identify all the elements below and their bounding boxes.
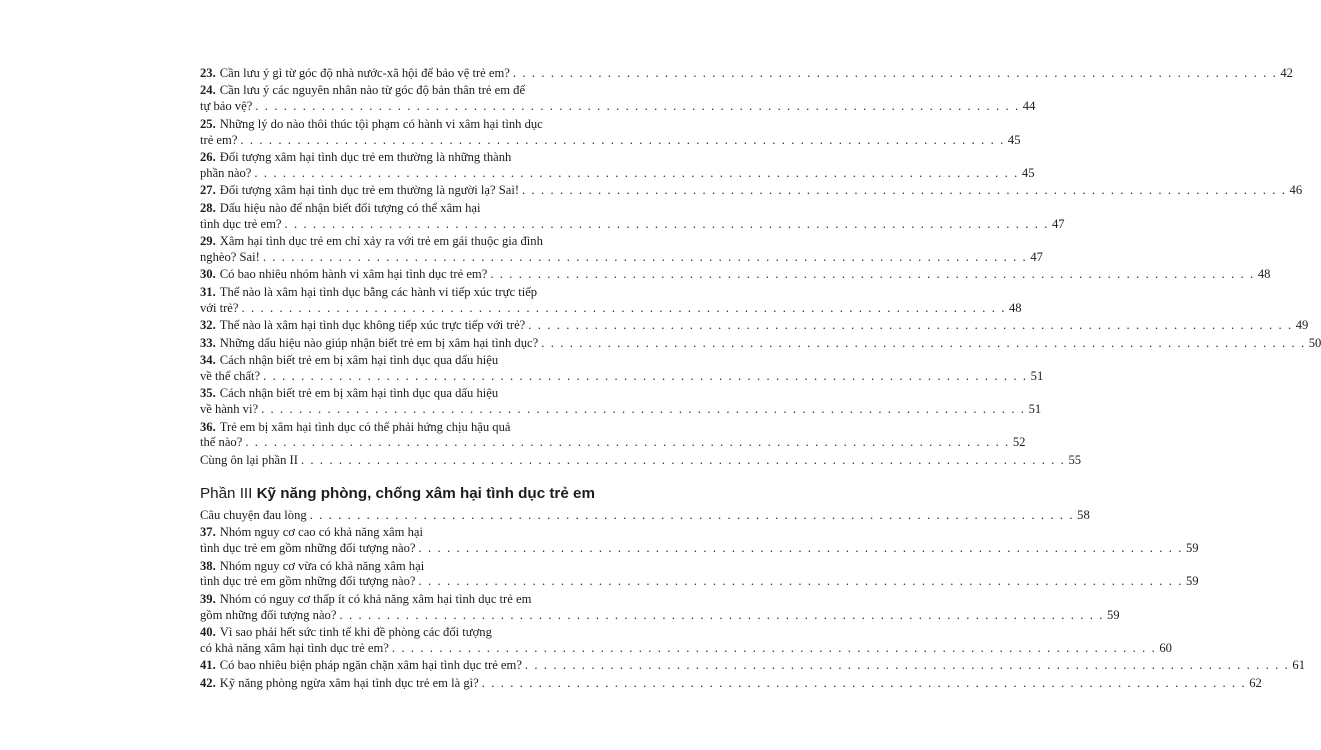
toc-entry-title: Cách nhận biết trẻ em bị xâm hại tình dục qua dấu hiệu <box>219 353 499 368</box>
toc-entry <box>200 419 1026 452</box>
table-of-contents <box>200 66 1321 693</box>
toc-entry-number: 40. <box>200 625 216 640</box>
toc-entry-number: 31. <box>200 284 216 299</box>
toc-entry-line <box>200 335 1321 352</box>
toc-entry-number: 23. <box>200 66 216 80</box>
toc-entry-title: Dấu hiệu nào để nhận biết đối tượng có thể xâm hại <box>219 200 481 215</box>
toc-entry-line <box>200 625 556 641</box>
dot-leader <box>525 658 1290 674</box>
toc-entry-line <box>200 574 1199 590</box>
toc-entry <box>200 284 1022 317</box>
toc-entry-page-number: 51 <box>1030 368 1044 383</box>
toc-entry-page-number: 61 <box>1292 658 1306 673</box>
part-3-heading <box>200 484 595 503</box>
toc-entry-title: Những lý do nào thôi thúc tội phạm có hành vi xâm hại tình dục <box>219 116 543 131</box>
toc-entry-page-number: 60 <box>1159 640 1172 655</box>
toc-entry-title: Nhóm có nguy cơ thấp ít có khả năng xâm hại tình dục trẻ em <box>219 591 532 606</box>
toc-entry-page-number: 44 <box>1022 99 1036 114</box>
toc-entry-title: tình dục trẻ em? <box>200 216 282 231</box>
toc-entry-page-number: 45 <box>1021 165 1035 180</box>
toc-entry-page-number: 62 <box>1249 675 1262 690</box>
toc-entry-line <box>200 386 556 402</box>
toc-entry <box>200 335 1321 352</box>
toc-entry <box>200 200 1065 233</box>
toc-entry <box>200 183 1303 199</box>
toc-entry-line <box>200 117 556 133</box>
toc-entry-title: với trẻ? <box>200 300 239 315</box>
toc-entry <box>200 386 1042 418</box>
dot-leader <box>263 369 1028 385</box>
dot-leader <box>263 250 1028 266</box>
toc-entry-number: 25. <box>200 116 216 131</box>
toc-entry-page-number: 59 <box>1185 541 1199 556</box>
toc-entry-title: Cần lưu ý các nguyên nhân nào từ góc độ bản thân trẻ em để <box>219 83 526 98</box>
toc-entry-line <box>200 607 1120 624</box>
toc-entry-page-number: 50 <box>1308 335 1321 350</box>
toc-entry-line <box>200 165 1035 182</box>
toc-entry-page-number: 51 <box>1028 402 1042 417</box>
toc-entry-title: Cách nhận biết trẻ em bị xâm hại tình dục qua dấu hiệu <box>219 386 499 401</box>
dot-leader <box>261 402 1026 418</box>
toc-entry-line <box>200 507 1090 524</box>
toc-entry-line <box>200 83 556 99</box>
toc-entry-number: 32. <box>200 318 216 333</box>
toc-entry <box>200 675 1262 692</box>
toc-entry-title: tình dục trẻ em gồm những đối tượng nào? <box>200 574 416 589</box>
toc-entry <box>200 66 1293 82</box>
toc-entry-line <box>200 675 1262 692</box>
toc-entry-page-number: 59 <box>1185 574 1199 589</box>
toc-entry-line <box>200 640 1172 657</box>
toc-entry-page-number: 49 <box>1295 318 1309 333</box>
toc-entry <box>200 525 1199 557</box>
toc-entry-line <box>200 402 1042 418</box>
toc-entry-number: 27. <box>200 183 216 198</box>
toc-entry-line <box>200 99 1036 115</box>
toc-entry <box>200 353 1044 385</box>
toc-entry-line <box>200 300 1022 317</box>
toc-entry-title: Cùng ôn lại phần II <box>200 452 298 467</box>
dot-leader <box>240 133 1005 149</box>
toc-entry-number: 38. <box>200 558 216 573</box>
dot-leader <box>339 608 1104 624</box>
toc-entry-page-number: 58 <box>1077 507 1090 522</box>
toc-entry-title: Những dấu hiệu nào giúp nhận biết trẻ em bị xâm hại tình dục? <box>219 335 539 350</box>
part-3-title: Kỹ năng phòng, chống xâm hại tình dục trẻ em <box>256 484 595 502</box>
toc-entry-title: Cần lưu ý gì từ góc độ nhà nước-xã hội để bảo vệ trẻ em? <box>219 66 510 80</box>
dot-leader <box>513 66 1278 82</box>
toc-entry <box>200 625 1172 657</box>
dot-leader <box>301 453 1066 469</box>
dot-leader <box>418 541 1183 557</box>
toc-entry-number: 24. <box>200 83 216 98</box>
toc-entry-line <box>200 592 556 608</box>
toc-entry-title: Trẻ em bị xâm hại tình dục có thể phải hứng chịu hậu quả <box>219 419 511 434</box>
dot-leader <box>528 318 1293 334</box>
toc-entry-title: Thế nào là xâm hại tình dục bằng các hành vi tiếp xúc trực tiếp <box>219 284 538 299</box>
dot-leader <box>241 301 1006 317</box>
toc-entry-page-number: 47 <box>1051 216 1065 231</box>
toc-entry <box>200 558 1199 591</box>
dot-leader <box>522 183 1287 199</box>
toc-entry-number: 29. <box>200 234 216 249</box>
dot-leader <box>310 508 1075 524</box>
toc-entry <box>200 318 1309 334</box>
toc-entry <box>200 507 1090 524</box>
toc-entry-number: 30. <box>200 267 216 282</box>
toc-section-part-3 <box>200 507 1306 692</box>
toc-entry-page-number: 47 <box>1030 249 1043 264</box>
toc-entry-title: Đối tượng xâm hại tình dục trẻ em thường là người lạ? Sai! <box>219 183 520 198</box>
toc-entry-title: về thể chất? <box>200 368 261 383</box>
toc-entry <box>200 591 1120 624</box>
toc-entry-title: về hành vi? <box>200 402 259 417</box>
dot-leader <box>490 267 1255 283</box>
toc-entry-page-number: 42 <box>1280 66 1293 80</box>
toc-entry-title: Nhóm nguy cơ cao có khả năng xâm hại <box>219 525 423 540</box>
toc-entry-title: Nhóm nguy cơ vừa có khả năng xâm hại <box>219 558 425 573</box>
toc-entry-line <box>200 201 556 217</box>
toc-entry-title: gồm những đối tượng nào? <box>200 607 337 622</box>
toc-entry-title: có khả năng xâm hại tình dục trẻ em? <box>200 640 389 655</box>
toc-entry-title: Đối tượng xâm hại tình dục trẻ em thường là những thành <box>219 150 512 165</box>
toc-entry-line <box>200 216 1065 233</box>
toc-entry-title: Có bao nhiêu biện pháp ngăn chặn xâm hại tình dục trẻ em? <box>219 658 522 673</box>
dot-leader <box>245 435 1010 451</box>
toc-entry-line <box>200 183 1303 199</box>
toc-entry-page-number: 59 <box>1106 607 1120 622</box>
toc-entry <box>200 150 1035 182</box>
toc-entry-title: tình dục trẻ em gồm những đối tượng nào? <box>200 541 416 556</box>
toc-entry-title: Có bao nhiêu nhóm hành vi xâm hại tình dục trẻ em? <box>219 267 488 282</box>
toc-entry-page-number: 45 <box>1007 132 1021 147</box>
part-3-label: Phần III <box>200 484 253 502</box>
dot-leader <box>418 574 1183 590</box>
toc-entry-page-number: 48 <box>1257 267 1271 282</box>
toc-entry-title: Thế nào là xâm hại tình dục không tiếp xúc trực tiếp với trẻ? <box>219 318 526 333</box>
toc-entry-line <box>200 249 1043 266</box>
toc-entry-line <box>200 368 1044 385</box>
toc-entry-line <box>200 353 556 369</box>
toc-entry-number: 34. <box>200 353 216 368</box>
toc-entry <box>200 83 1036 115</box>
toc-entry-line <box>200 525 556 541</box>
toc-entry-line <box>200 658 1306 674</box>
toc-entry-title: tự bảo vệ? <box>200 99 253 114</box>
toc-entry-title: Câu chuyện đau lòng <box>200 507 307 522</box>
toc-entry-line <box>200 541 1199 557</box>
toc-entry-title: Kỹ năng phòng ngừa xâm hại tình dục trẻ em là gì? <box>219 675 479 690</box>
toc-entry-line <box>200 267 1271 283</box>
toc-entry-page-number: 46 <box>1289 183 1303 198</box>
toc-entry-line <box>200 150 556 166</box>
toc-entry-number: 39. <box>200 591 216 606</box>
dot-leader <box>541 336 1306 352</box>
dot-leader <box>255 99 1020 115</box>
toc-entry-number: 41. <box>200 658 216 673</box>
toc-entry <box>200 116 1021 149</box>
toc-entry <box>200 234 1043 266</box>
toc-section-part-2 <box>200 66 1321 469</box>
dot-leader <box>482 676 1247 692</box>
toc-entry <box>200 267 1271 283</box>
dot-leader <box>254 166 1019 182</box>
toc-entry-line <box>200 234 556 250</box>
toc-entry-page-number: 48 <box>1008 300 1022 315</box>
toc-entry-page-number: 52 <box>1012 435 1026 450</box>
toc-entry-title: Vì sao phải hết sức tinh tế khi đề phòng các đối tượng <box>219 625 492 640</box>
toc-entry-title: trẻ em? <box>200 132 238 147</box>
toc-entry-line <box>200 452 1082 469</box>
toc-entry-number: 42. <box>200 675 216 690</box>
toc-entry-number: 26. <box>200 150 216 165</box>
toc-entry-title: nghèo? Sai! <box>200 249 260 264</box>
toc-entry-line <box>200 318 1309 334</box>
toc-entry-line <box>200 285 556 301</box>
toc-entry-title: Xâm hại tình dục trẻ em chỉ xảy ra với trẻ em gái thuộc gia đình <box>219 234 543 249</box>
toc-entry-number: 37. <box>200 525 216 540</box>
toc-entry-page-number: 55 <box>1068 452 1082 467</box>
toc-entry-number: 33. <box>200 335 216 350</box>
toc-entry-number: 28. <box>200 200 216 215</box>
dot-leader <box>284 217 1049 233</box>
toc-entry-title: phần nào? <box>200 165 252 180</box>
toc-entry-number: 36. <box>200 419 216 434</box>
toc-entry-line <box>200 66 1293 82</box>
toc-entry <box>200 658 1306 674</box>
toc-entry-line <box>200 420 556 436</box>
toc-entry <box>200 452 1082 469</box>
toc-entry-line <box>200 435 1026 451</box>
toc-entry-line <box>200 559 556 575</box>
toc-entry-number: 35. <box>200 386 216 401</box>
toc-entry-title: thế nào? <box>200 435 243 450</box>
dot-leader <box>392 641 1157 657</box>
toc-entry-line <box>200 132 1021 149</box>
